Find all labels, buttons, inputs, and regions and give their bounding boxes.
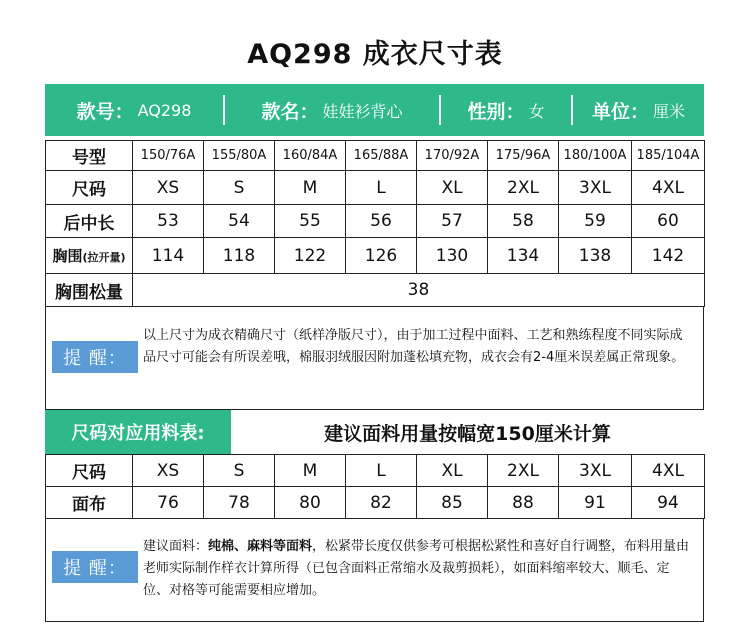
- value-cell: 142: [632, 238, 705, 274]
- size-chart-table: [45, 140, 705, 307]
- text-rest: ，松紧带长度仅供参考可根据松紧性和喜好自行调整，布料用量由老师实际制作样衣计算所得（已包含面料正常缩水及裁剪损耗），如面料缩率较大、顺毛、定位、对格等可能需要相应增加。: [143, 539, 690, 598]
- fabric-usage-table: [45, 454, 705, 519]
- size-cell: 3XL: [559, 455, 632, 487]
- recommended-fabrics: 纯棉、麻料等面料: [208, 539, 313, 554]
- amount-cell: 76: [133, 487, 204, 519]
- gender-label: 性别：: [467, 100, 525, 123]
- size-cell: XS: [133, 455, 204, 487]
- fabric-calc-note: 建议面料用量按幅宽150厘米计算: [324, 422, 611, 445]
- value-cell: 55: [275, 205, 346, 238]
- size-cell: M: [275, 455, 346, 487]
- amount-cell: 80: [275, 487, 346, 519]
- amount-cell: 91: [559, 487, 632, 519]
- ease-row: [46, 274, 705, 307]
- unit: [573, 84, 704, 136]
- size-cell: XL: [417, 171, 488, 205]
- style-name-label: 款名：: [261, 100, 319, 123]
- page-title: AQ298 成衣尺寸表: [247, 39, 503, 70]
- model-cell: 170/92A: [417, 141, 488, 171]
- row-header: 后中长: [46, 205, 133, 238]
- size-cell: 4XL: [632, 171, 705, 205]
- value-cell: 59: [559, 205, 632, 238]
- model-cell: 160/84A: [275, 141, 346, 171]
- value-cell: 118: [204, 238, 275, 274]
- ease-value: 38: [133, 274, 705, 307]
- model-cell: 185/104A: [632, 141, 705, 171]
- value-cell: 53: [133, 205, 204, 238]
- divider: [439, 95, 441, 125]
- bust-row: [46, 238, 705, 274]
- size-cell: L: [346, 171, 417, 205]
- value-cell: 114: [133, 238, 204, 274]
- model-row: [46, 141, 705, 171]
- value-cell: 58: [488, 205, 559, 238]
- style-number-value: AQ298: [137, 100, 192, 120]
- fabric-amount-row: [46, 487, 705, 519]
- reminder-badge: 提 醒：: [52, 551, 138, 583]
- row-header: 面布: [46, 487, 133, 519]
- style-number: [45, 84, 223, 136]
- model-cell: 155/80A: [204, 141, 275, 171]
- reminder-box-1: [45, 306, 704, 410]
- info-header-bar: [45, 84, 704, 136]
- size-cell: 2XL: [488, 455, 559, 487]
- style-name-value: 娃娃衫背心: [322, 101, 403, 121]
- fabric-section-header: [45, 410, 704, 454]
- bust-suffix: (拉开量): [82, 251, 126, 264]
- size-cell: 3XL: [559, 171, 632, 205]
- size-cell: S: [204, 455, 275, 487]
- model-cell: 165/88A: [346, 141, 417, 171]
- value-cell: 122: [275, 238, 346, 274]
- divider: [223, 95, 225, 125]
- back-length-row: [46, 205, 705, 238]
- gender: [441, 84, 571, 136]
- reminder-text: 以上尺寸为成衣精确尺寸（纸样净版尺寸），由于加工过程中面料、工艺和熟练程度不同实际成品尺寸可能会有所误差哦，棉服羽绒服因附加蓬松填充物，成衣会有2-4厘米误差属正常现象。: [143, 328, 685, 365]
- row-header: 尺码: [46, 455, 133, 487]
- row-header: 号型: [46, 141, 133, 171]
- size-cell: XL: [417, 455, 488, 487]
- fabric-size-row: [46, 455, 705, 487]
- value-cell: 134: [488, 238, 559, 274]
- reminder-text-2: [143, 536, 695, 602]
- row-header: 尺码: [46, 171, 133, 205]
- value-cell: 138: [559, 238, 632, 274]
- model-cell: 150/76A: [133, 141, 204, 171]
- fabric-section-label: 尺码对应用料表:: [45, 410, 231, 454]
- size-row: [46, 171, 705, 205]
- value-cell: 57: [417, 205, 488, 238]
- style-name: [225, 84, 439, 136]
- row-header: 胸围松量: [46, 274, 133, 307]
- value-cell: 126: [346, 238, 417, 274]
- value-cell: 60: [632, 205, 705, 238]
- size-cell: M: [275, 171, 346, 205]
- gender-value: 女: [528, 101, 545, 121]
- unit-value: 厘米: [653, 101, 686, 121]
- size-cell: XS: [133, 171, 204, 205]
- divider: [571, 95, 573, 125]
- amount-cell: 94: [632, 487, 705, 519]
- value-cell: 130: [417, 238, 488, 274]
- value-cell: 56: [346, 205, 417, 238]
- row-header: [46, 238, 133, 274]
- value-cell: 54: [204, 205, 275, 238]
- style-number-label: 款号：: [76, 100, 134, 123]
- amount-cell: 78: [204, 487, 275, 519]
- reminder-box-2: [45, 518, 704, 622]
- amount-cell: 85: [417, 487, 488, 519]
- unit-label: 单位：: [591, 100, 649, 123]
- size-cell: S: [204, 171, 275, 205]
- size-cell: 4XL: [632, 455, 705, 487]
- text-prefix: 建议面料：: [143, 539, 209, 554]
- model-cell: 180/100A: [559, 141, 632, 171]
- reminder-badge: 提 醒：: [52, 341, 138, 373]
- size-cell: L: [346, 455, 417, 487]
- amount-cell: 88: [488, 487, 559, 519]
- bust-label: 胸围: [52, 247, 83, 265]
- amount-cell: 82: [346, 487, 417, 519]
- model-cell: 175/96A: [488, 141, 559, 171]
- size-cell: 2XL: [488, 171, 559, 205]
